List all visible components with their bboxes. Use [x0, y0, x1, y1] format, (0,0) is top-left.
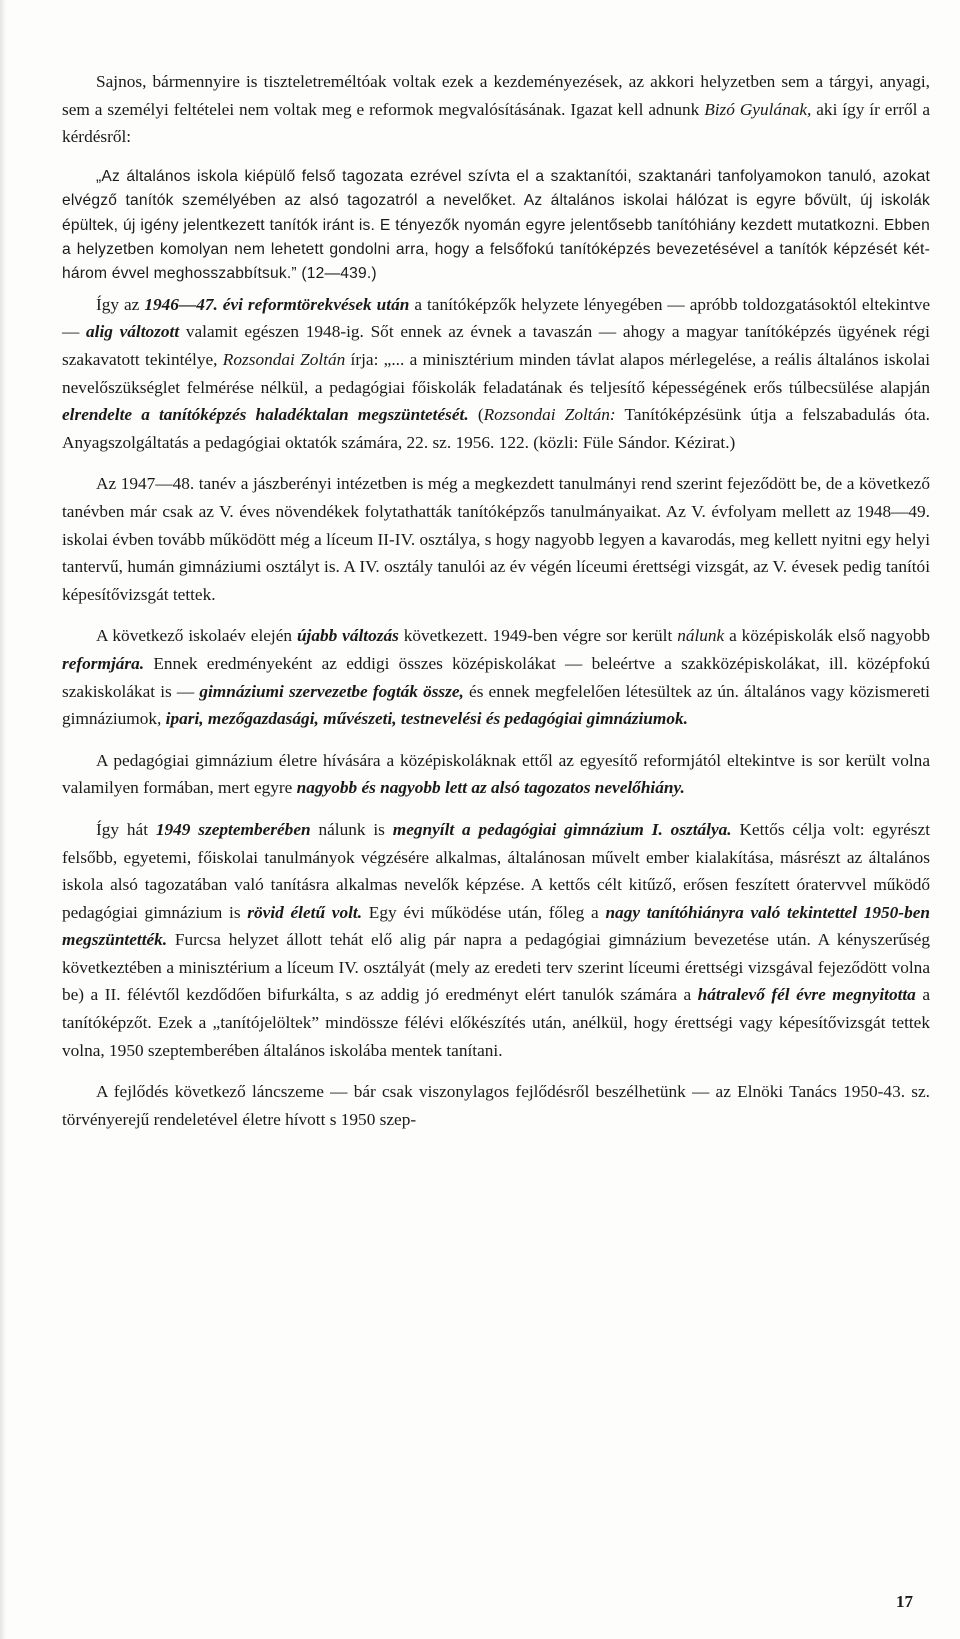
paragraph-2: Így az 1946—47. évi reformtörekvések után a tanítóképzők helyzete lényegében — apróbb toldozgatásoktól eltekintve — alig változott valamit egészen 1948-ig. Sőt ennek az évnek a tavaszán — ahogy a magyar tanítóképzés ügyének régi szakavatott tekintélye, Rozsondai Zoltán írja: „... a minisztérium minden távlat alapos mérlegelése, a reális általános iskolai nevelőszükséglet felmérése nélkül, a pedagógiai főiskolák feladatának és teljesítő képességének erős túlbecsülése alapján elrendelte a tanítóképzés haladéktalan megszüntetését. (Rozsondai Zoltán: Tanítóképzésünk útja a felszabadulás óta. Anyagszolgáltatás a pedagógiai oktatók számára, 22. sz. 1956. 122. (közli: Füle Sándor. Kézirat.): [62, 294, 931, 452]
paragraph-3: Az 1947—48. tanév a jászberényi intézetben is még a megkezdett tanulmányi rend szerint fejeződött be, de a következő tanévben már csak az V. éves növendékek folytathatták tanítóképzős tanulmányaikat. Az V. évfolyam mellett az 1948—49. iskolai évben tovább működött még a líceum II-IV. osztálya, s hogy nagyobb legyen a kavarodás, meg kellett nyitni egy helyi tantervű, humán gimnáziumi osztályt is. A IV. osztály tanulói az év végén líceumi érettségi vizsgát, az V. évesek pedig tanítói képesítővizsgát tettek.: [62, 474, 930, 604]
paragraph-4: A következő iskolaév elején újabb változás következett. 1949-ben végre sor került nálunk a középiskolák első nagyobb reformjára. Ennek eredményeként az eddigi összes középiskolákat — beleértve a szakközépiskolákat, ill. középfokú szakiskolákat is — gimnáziumi szervezetbe fogták össze, és ennek megfelelően létesültek az ún. általános vagy közismereti gimnáziumok, ipari, mezőgazdasági, művészeti, testnevelési és pedagógiai gimnáziumok.: [62, 626, 930, 729]
paragraph-7: A fejlődés következő láncszeme — bár csak viszonylagos fejlődésről beszélhetünk — az Elnöki Tanács 1950-43. sz. törvényerejű rendeletével életre hívott s 1950 szep-: [62, 1082, 930, 1129]
paragraph-5: A pedagógiai gimnázium életre hívására a középiskoláknak ettől az egyesítő reformjától eltekintve is sor került volna valamilyen formában, mert egyre nagyobb és nagyobb lett az alsó tagozatos nevelőhiány.: [62, 750, 930, 798]
paragraph-1: Sajnos, bármennyire is tiszteletreméltóak voltak ezek a kezdeményezések, az akkori helyzetben sem a tárgyi, anyagi, sem a személyi feltételei nem voltak meg e reformok megvalósításának. Igazat kell adnunk Bizó Gyulának, aki így ír erről a kérdésről:: [62, 72, 930, 147]
page-number: 17: [896, 1592, 913, 1611]
page-gutter-shadow: [0, 0, 6, 1639]
paragraph-6: Így hát 1949 szeptemberében nálunk is megnyílt a pedagógiai gimnázium I. osztálya. Kettős célja volt: egyrészt felsőbb, egyetemi, főiskolai tanulmányok végzésére alkalmas, általánosan művelt ember kialakítása, másrészt az általános iskola alsó tagozatában való tanításra alkalmas nevelők képzése. A kettős célt kitűző, erősen feszített óratervvel működő pedagógiai gimnázium is rövid életű volt. Egy évi működése után, főleg a nagy tanítóhiányra való tekintettel 1950-ben megszüntették. Furcsa helyzet állott tehát elő alig pár napra a pedagógiai gimnázium bevezetése után. A kényszerűség következtében a minisztérium a líceum IV. osztályát (mely az eredeti terv szerint líceumi érettségi vizsgával fejeződött volna be) a II. félévtől kezdődően bifurkálta, s az addig jó eredményt elért tanulók számára a hátralevő fél évre megnyitotta a tanítóképzőt. Ezek a „tanítójelöltek” mindössze félévi előkészítés után, anélkül, hogy érettségi vagy képesítővizsgát tettek volna, 1950 szeptemberében általános iskolába mentek tanítani.: [62, 819, 931, 1060]
block-quote: „Az általános iskola kiépülő felső tagozata ezrével szívta el a szaktanítói, szaktanári tanfolyamokon tanuló, azokat elvégző tanítók személyében az alsó tagozatról a nevelőket. Az általános iskolai hálózat is egyre bővült, új iskolák épültek, új igény jelentkezett tanítók iránt is. E tényezők nyomán egyre jelentősebb tanítóhiány kezdett mutatkozni. Ebben a helyzetben komolyan nem lehetett gondolni arra, hogy a felsőfokú tanítóképzés bevezetésével a tanítók képzését két-három évvel meghosszabbítsuk.” (12—439.): [62, 167, 930, 283]
body-text: [62, 68, 930, 1133]
